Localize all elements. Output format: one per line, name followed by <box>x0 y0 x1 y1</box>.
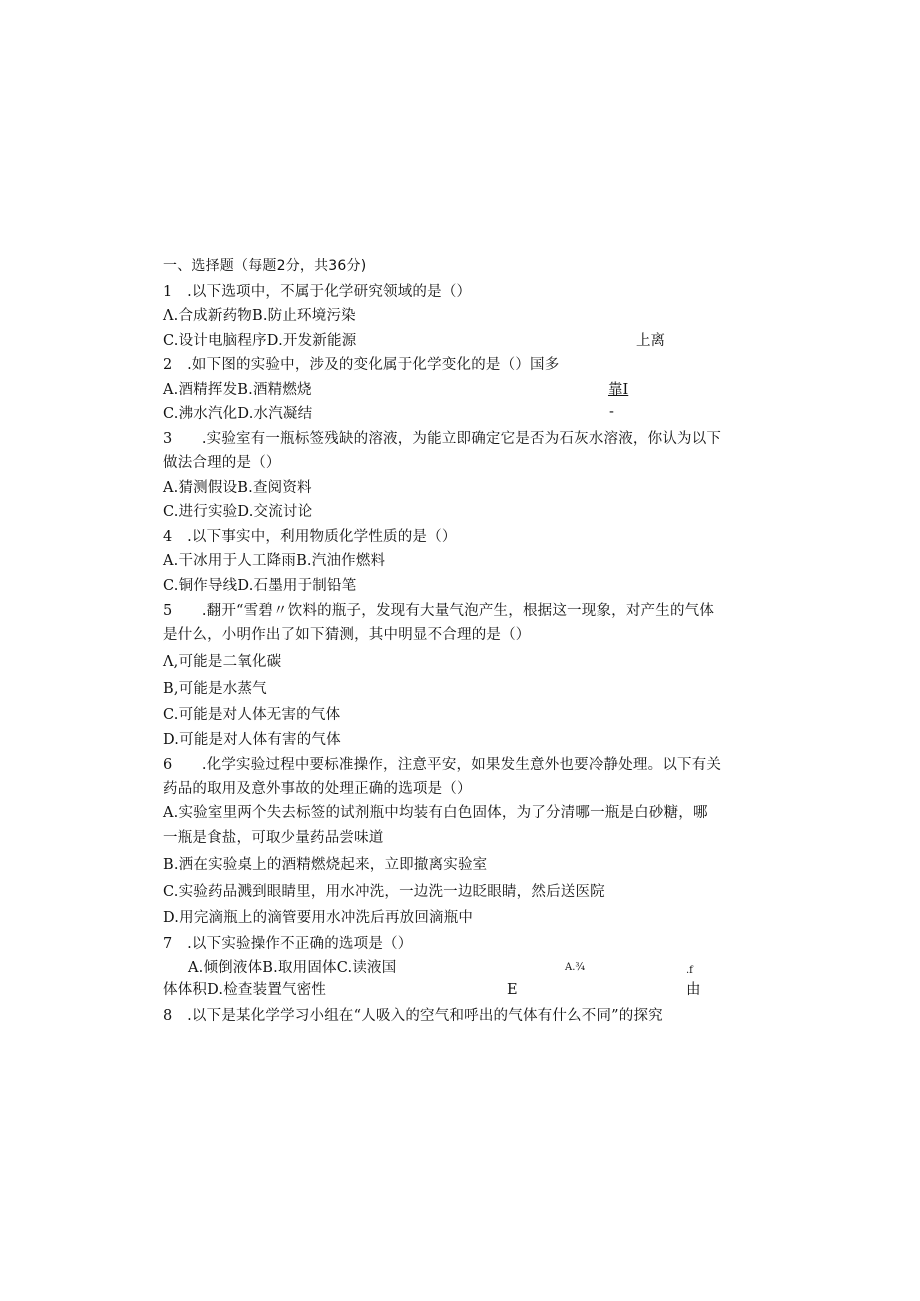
q4-options-cd: C.铜作导线D.石墨用于制铅笔 <box>163 578 357 594</box>
question-7: 7 .以下实验操作不正确的选项是（） <box>163 936 413 952</box>
q6-option-b: B.洒在实验桌上的酒精燃烧起来，立即撤离实验室 <box>163 857 488 873</box>
figure-label-a34: A.¾ <box>565 962 586 973</box>
figure-label-you: 由 <box>686 982 701 998</box>
q2-options-cd: C.沸水汽化D.水汽凝结 <box>163 406 313 422</box>
question-2: 2 .如下图的实验中，涉及的变化属于化学变化的是（）国多 <box>163 357 560 373</box>
q5-option-b: B,可能是水蒸气 <box>163 681 267 697</box>
side-text-shangli: 上离 <box>636 333 665 349</box>
question-3-cont: 做法合理的是（） <box>163 455 281 471</box>
question-8: 8 .以下是某化学学习小组在“人吸入的空气和呼出的气体有什么不同”的探究 <box>163 1008 663 1024</box>
q6-option-a-cont: 一瓶是食盐，可取少量药品尝味道 <box>163 830 384 846</box>
question-1: 1 .以下选项中，不属于化学研究领域的是（） <box>163 284 472 300</box>
figure-label-e: E <box>507 982 518 998</box>
question-5-cont: 是什么，小明作出了如下猜测，其中明显不合理的是（） <box>163 627 531 643</box>
q4-options-ab: A.干冰用于人工降雨B.汽油作燃料 <box>163 553 386 569</box>
q3-options-cd: C.进行实验D.交流讨论 <box>163 504 313 520</box>
question-3: 3 .实验室有一瓶标签残缺的溶液，为能立即确定它是否为石灰水溶液，你认为以下 <box>163 431 722 447</box>
q6-option-d: D.用完滴瓶上的滴管要用水冲洗后再放回滴瓶中 <box>163 910 474 926</box>
q1-options-ab: Λ.合成新药物B.防止环境污染 <box>163 308 356 324</box>
q5-option-c: C.可能是对人体无害的气体 <box>163 707 341 723</box>
q2-options-ab: A.酒精挥发B.酒精燃烧 <box>163 382 312 398</box>
q1-options-cd: C.设计电脑程序D.开发新能源 <box>163 333 357 349</box>
q7-options-cd-cont: 体体积D.检查装置气密性 <box>163 982 327 998</box>
section-title: 一、选择题（每题2分，共36分) <box>163 258 367 274</box>
question-5: 5 .翻开“雪碧〃饮料的瓶子，发现有大量气泡产生，根据这一现象，对产生的气体 <box>163 603 715 619</box>
q5-option-d: D.可能是对人体有害的气体 <box>163 732 341 748</box>
q3-options-ab: A.猜测假设B.查阅资料 <box>163 480 312 496</box>
side-text-kaoi: 靠I <box>608 382 629 398</box>
q6-option-c: C.实验药品溅到眼睛里，用水冲洗，一边洗一边眨眼睛，然后送医院 <box>163 884 605 900</box>
q6-option-a: A.实验室里两个失去标签的试剂瓶中均装有白色固体，为了分清哪一瓶是白砂糖，哪 <box>163 805 708 821</box>
question-4: 4 .以下事实中，利用物质化学性质的是（） <box>163 529 457 545</box>
figure-label-f: .f <box>686 965 693 976</box>
side-text-dash: - <box>609 404 614 420</box>
q7-options-abc: A.倾倒液体B.取用固体C.读液国 <box>188 960 397 976</box>
q5-option-a: Λ,可能是二氧化碳 <box>163 654 282 670</box>
question-6-cont: 药品的取用及意外事故的处理正确的选项是（） <box>163 781 472 797</box>
question-6: 6 .化学实验过程中要标准操作，注意平安，如果发生意外也要冷静处理。以下有关 <box>163 757 722 773</box>
